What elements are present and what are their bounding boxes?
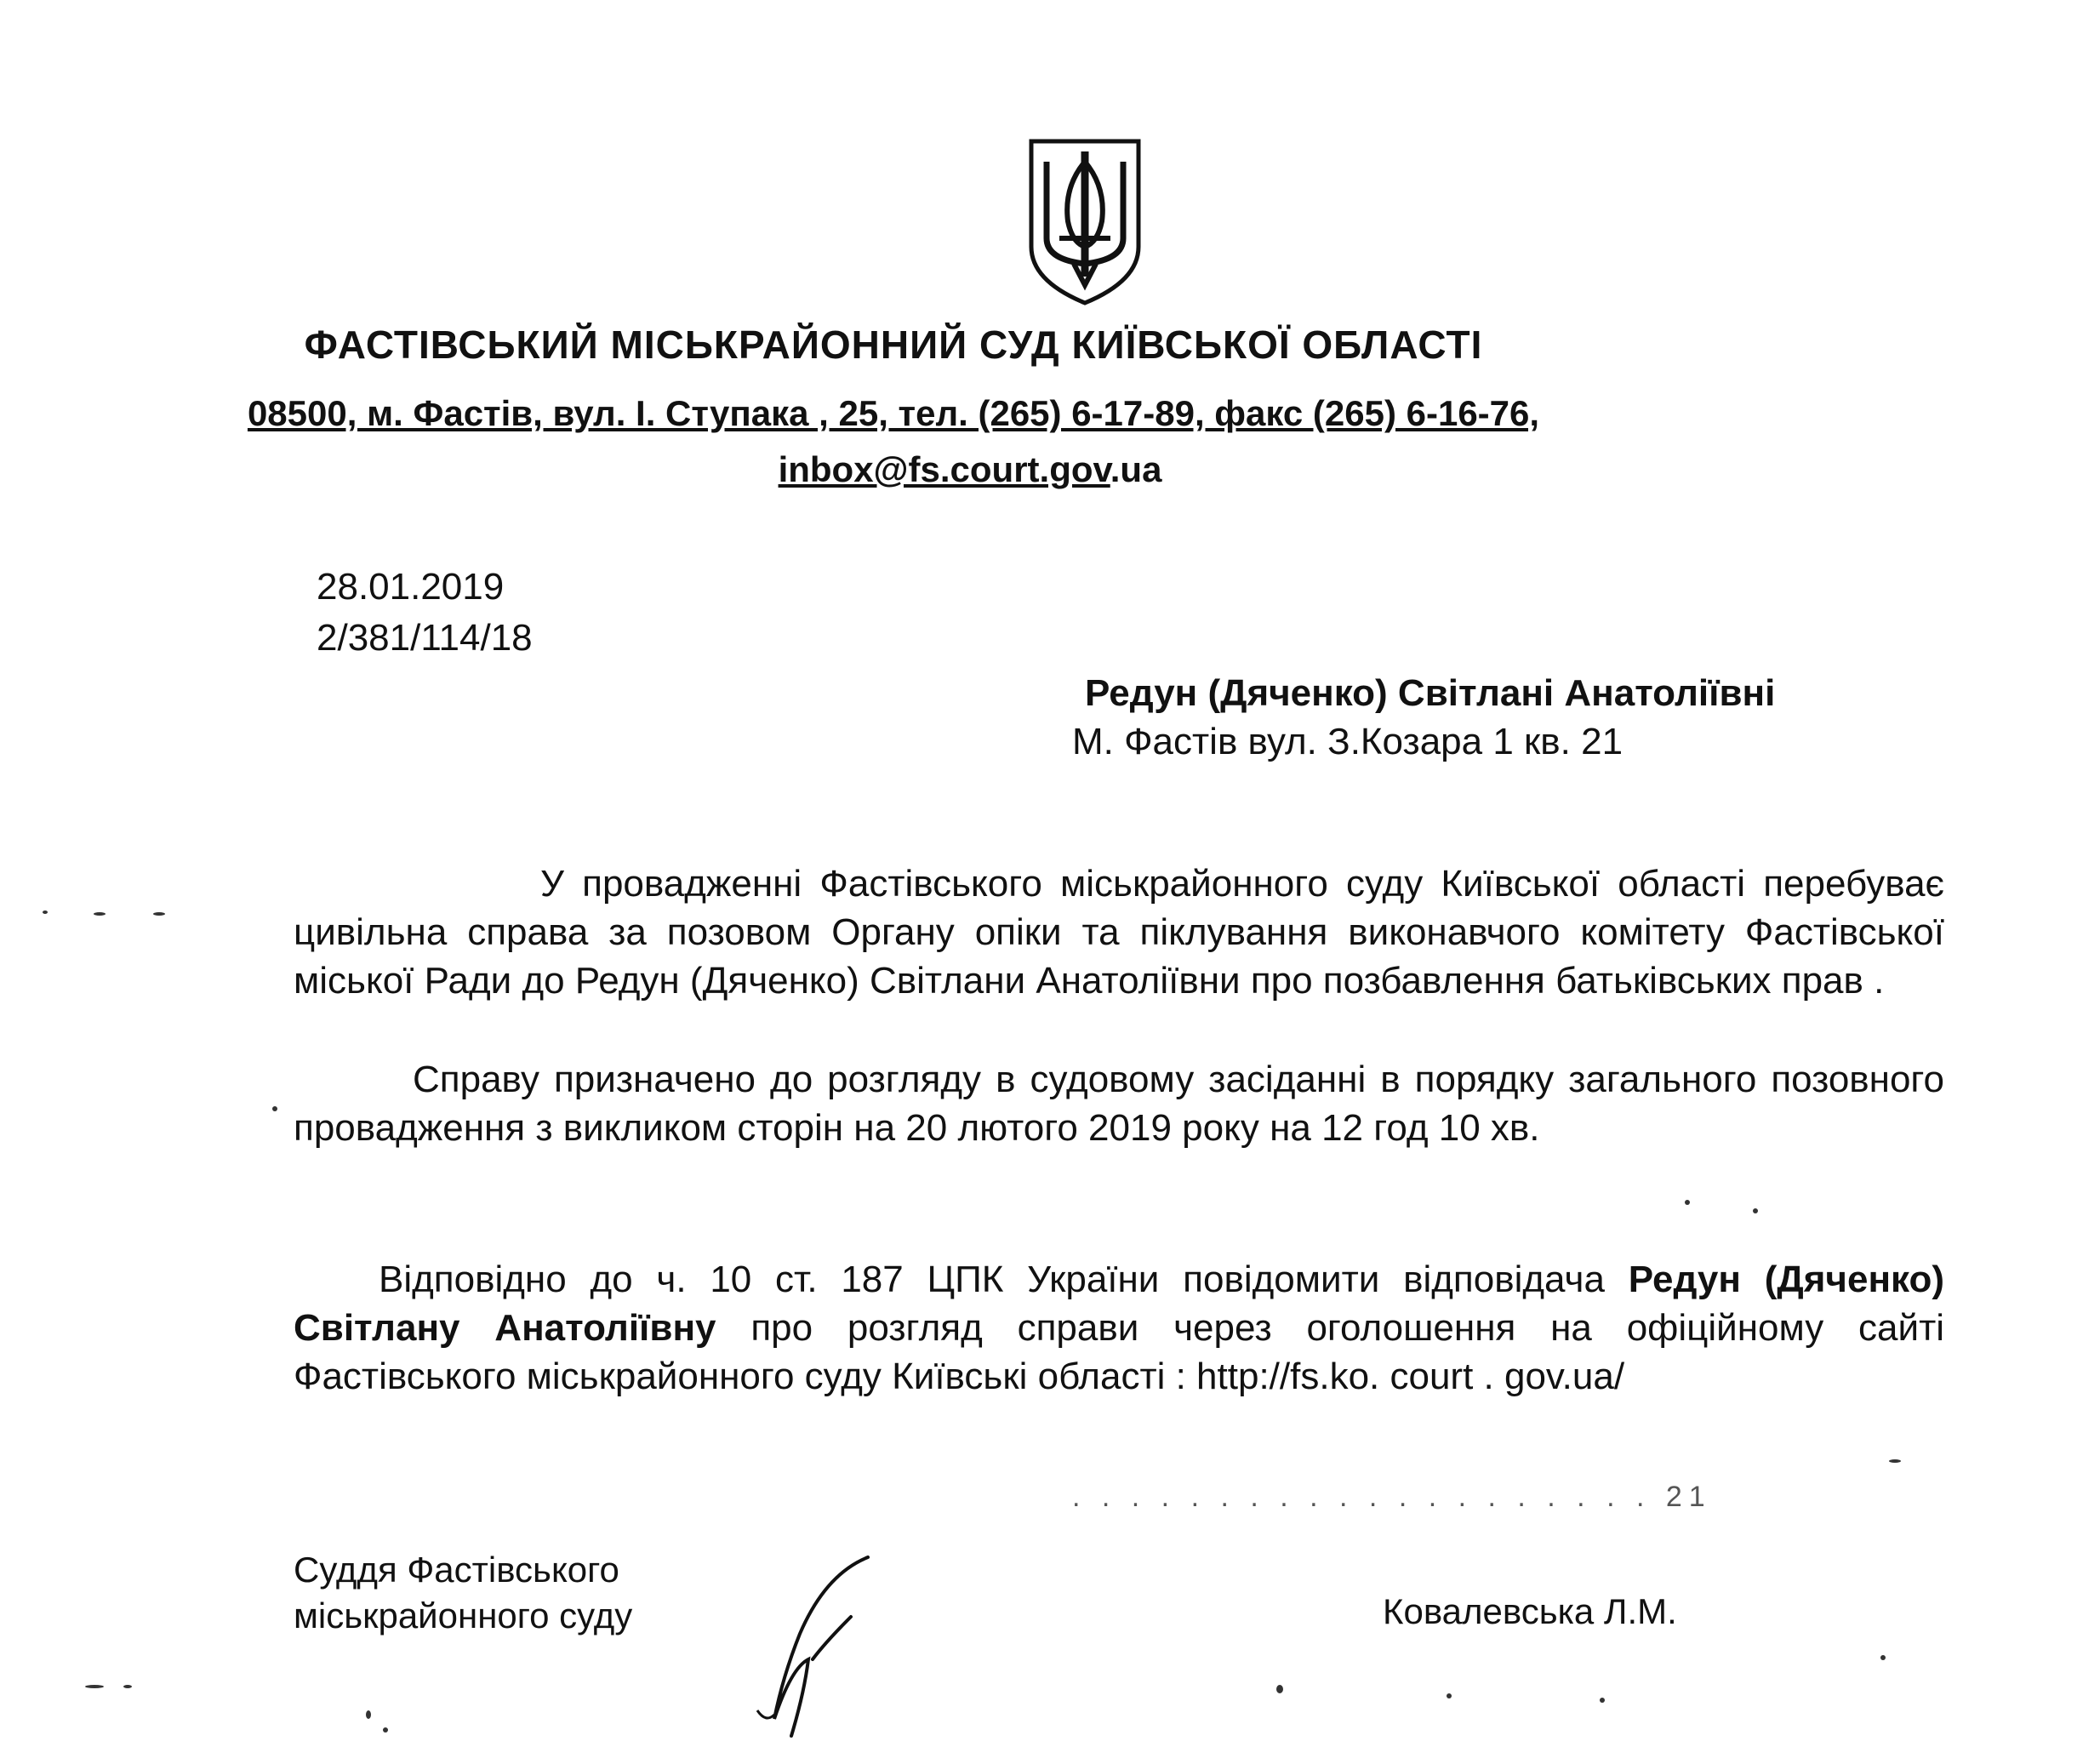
court-email-link[interactable]: inbox@fs.court.gov: [778, 449, 1110, 489]
scan-speck: [366, 1710, 371, 1719]
court-name: ФАСТІВСЬКИЙ МІСЬКРАЙОННИЙ СУД КИЇВСЬКОЇ ОБЛАСТІ: [304, 323, 1483, 367]
court-email-suffix: .ua: [1110, 449, 1162, 489]
document-date: 28.01.2019: [317, 566, 505, 608]
recipient-name: Редун (Дяченко) Світлані Анатоліївні: [1085, 672, 1776, 714]
scan-speck: [43, 911, 48, 914]
scan-speck: [272, 1106, 277, 1111]
scan-speck: [153, 912, 165, 916]
scan-speck: [1685, 1200, 1690, 1205]
case-number: 2/381/114/18: [317, 617, 533, 659]
scan-speck: [85, 1685, 104, 1688]
judge-name: Ковалевська Л.М.: [1383, 1591, 1677, 1631]
scan-speck: [1447, 1693, 1452, 1698]
body-paragraph-3: [294, 1255, 1944, 1401]
para3-respondent-name: Редун (Дяченко) Світлану Анатоліївну: [294, 1259, 1944, 1349]
body-paragraph-2: Справу призначено до розгляду в судовому засіданні в порядку загального позовного провадження з викликом сторін на 20 лютого 2019 року на 12 год 10 хв.: [294, 1059, 1944, 1149]
trident-emblem-icon: [1021, 136, 1149, 306]
para3-text-2: про розгляд справи через оголошення на офіційному сайті Фастівського міськрайонного суду Київські області : http://fs.ko. court . gov.ua/: [294, 1307, 1944, 1397]
scan-speck: [1600, 1698, 1605, 1703]
court-address: 08500, м. Фастів, вул. І. Ступака , 25, тел. (265) 6-17-89, факс (265) 6-16-76,: [247, 393, 1540, 433]
faded-text: . . . . . . . . . . . . . . . . . . . . 21: [1072, 1481, 1712, 1513]
para3-text-1: Відповідно до ч. 10 ст. 187 ЦПК України повідомити відповідача: [379, 1259, 1629, 1300]
scan-speck: [1276, 1685, 1283, 1693]
judge-title-line-2: міськрайонного суду: [294, 1596, 633, 1636]
scan-speck: [1889, 1459, 1901, 1463]
scan-speck: [1880, 1655, 1886, 1660]
scan-speck: [123, 1685, 132, 1688]
signature-icon: [723, 1540, 893, 1744]
judge-title-line-1: Суддя Фастівського: [294, 1550, 619, 1590]
scan-speck: [1753, 1208, 1758, 1213]
court-email: [0, 449, 1940, 490]
scan-speck: [94, 912, 106, 916]
body-paragraph-1: У провадженні Фастівського міськрайонного суду Київської області перебуває цивільна справа за позовом Органу опіки та піклування виконавчого комітету Фастівської міської Ради до Редун (Дяченко) Світлани Анатоліївни про позбавлення батьківських прав .: [294, 863, 1944, 1002]
recipient-address: М. Фастів вул. З.Козара 1 кв. 21: [1072, 721, 1624, 762]
scan-speck: [383, 1727, 388, 1733]
